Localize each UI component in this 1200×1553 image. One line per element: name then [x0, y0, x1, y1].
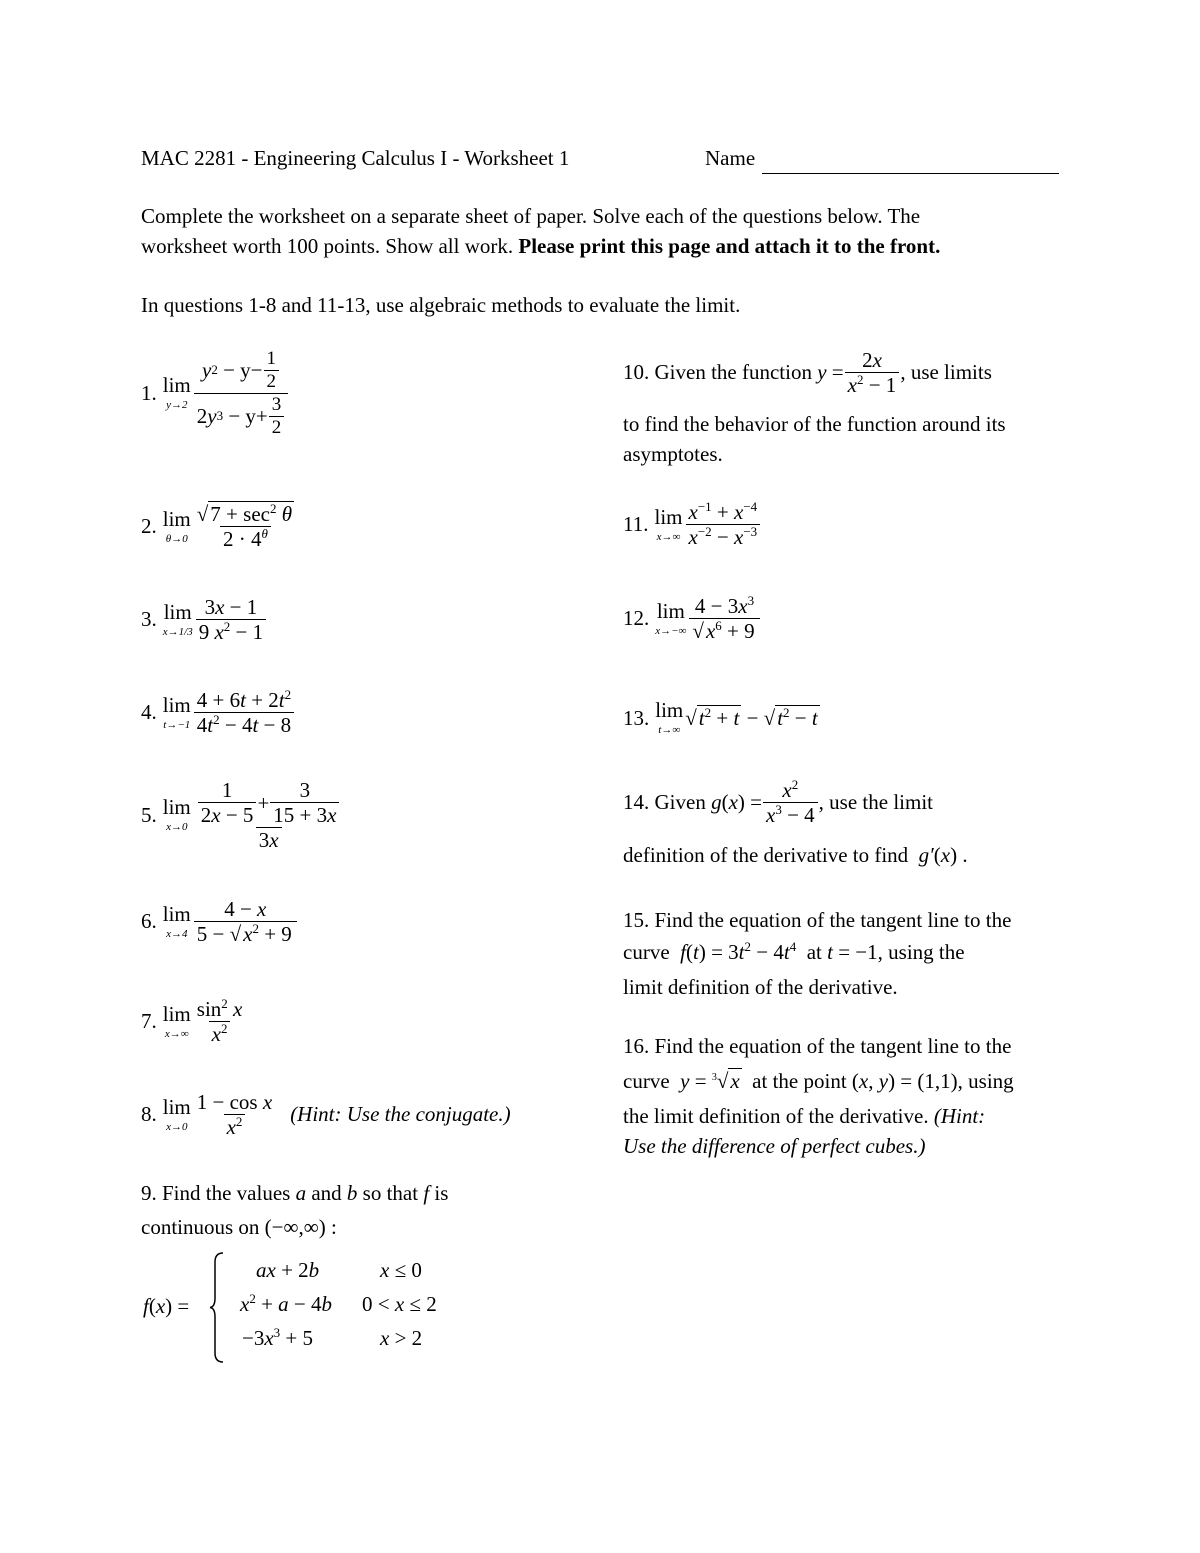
question-15: 15. Find the equation of the tangent line to the: [623, 908, 1012, 932]
question-15-line-3: limit definition of the derivative.: [623, 975, 898, 999]
question-6: 6. lim x→4 $\frac{4 - x}{5 - √x^2 + 9}$: [141, 897, 298, 946]
instruction-line: In questions 1-8 and 11-13, use algebraic methods to evaluate the limit.: [141, 293, 741, 317]
question-10-line-3: asymptotes.: [623, 442, 723, 466]
question-7: 7. lim x→∞ $\frac{\sin^2 x}{x^2}$: [141, 996, 243, 1047]
name-label: Name: [705, 146, 756, 170]
question-2: 2. lim θ→0 $\frac{√7 + \sec^2 \theta}{2 \cdot 4^\theta}$: [141, 501, 293, 552]
question-14: 14. Given g ( x ) = $\frac{x^2}{x^3 - 4}$ , use the limit: [623, 777, 933, 828]
question-15-line-2: curve $f(t) = 3t^2 - 4t^4$ at t = −1, using the: [623, 939, 965, 964]
question-3: 3. lim x→1/3 $\frac{3x - 1}{9 x^2 - 1}$: [141, 595, 267, 644]
question-8: 8. lim x→0 $\frac{\text{1 − cos x}}{x^2}$ (Hint: Use the conjugate.): [141, 1090, 511, 1140]
question-9-line-2: continuous on (−∞,∞) :: [141, 1215, 337, 1239]
question-16-line-3: the limit definition of the derivative. (Hint:: [623, 1104, 986, 1128]
question-16-line-2: curve y = $^3$√x at the point (x, y) = (1,1), using: [623, 1069, 1014, 1093]
question-4: 4. lim t→−1 $\frac{4 + 6t + 2t^2}{4t^2 - 4t - 8}$: [141, 688, 295, 737]
name-underline: [762, 173, 1059, 174]
hint-conjugate: (Hint: Use the conjugate.): [290, 1102, 511, 1127]
question-16-hint: Use the difference of perfect cubes.): [623, 1134, 926, 1158]
worksheet-title: MAC 2281 - Engineering Calculus I - Worksheet 1: [141, 146, 570, 170]
question-9: 9. Find the values a and b so that f is: [141, 1181, 449, 1205]
intro-line-1: Complete the worksheet on a separate sheet of paper. Solve each of the questions below. The: [141, 204, 921, 228]
question-12: 12. lim x→−∞ $\frac{4 - 3x^3}{√x^6 + 9}$: [623, 594, 761, 643]
question-10: 10. Given the function y = $\frac{2x}{x^2 - 1}$ , use limits: [623, 348, 992, 398]
print-instruction: Please print this page and attach it to the front.: [518, 234, 941, 258]
intro-line-2: worksheet worth 100 points. Show all work. Please print this page and attach it to the front.: [141, 234, 941, 258]
piecewise-function: f(x) = ax + 2b x ≤ 0 $x^2 + a - 4b$ 0 < x ≤ 2 $-3x^3 + 5$ x > 2: [143, 1250, 463, 1365]
question-13: 13. lim t→∞ $√t^2 + t$ − $√t^2 - t$: [623, 698, 818, 736]
question-5: 5. lim x→0 $\frac{1}{2x - 5}$ + $\frac{3}{15 + 3x}$ 3x: [141, 778, 344, 852]
brace: [209, 1250, 225, 1365]
question-16: 16. Find the equation of the tangent line to the: [623, 1034, 1012, 1058]
question-1: 1. lim y→2 y 2 − y− $\frac{1}{2}$ 2 y 3 − y+ $\frac{3}{2}$: [141, 348, 289, 438]
question-11: 11. lim x→∞ $\frac{x^{-1} + x^{-4}}{x^{-2} - x^{-3}}$: [623, 500, 761, 549]
question-14-line-2: definition of the derivative to find g′(x) .: [623, 843, 968, 867]
name-field[interactable]: [705, 146, 1060, 171]
question-10-line-2: to find the behavior of the function around its: [623, 412, 1006, 436]
